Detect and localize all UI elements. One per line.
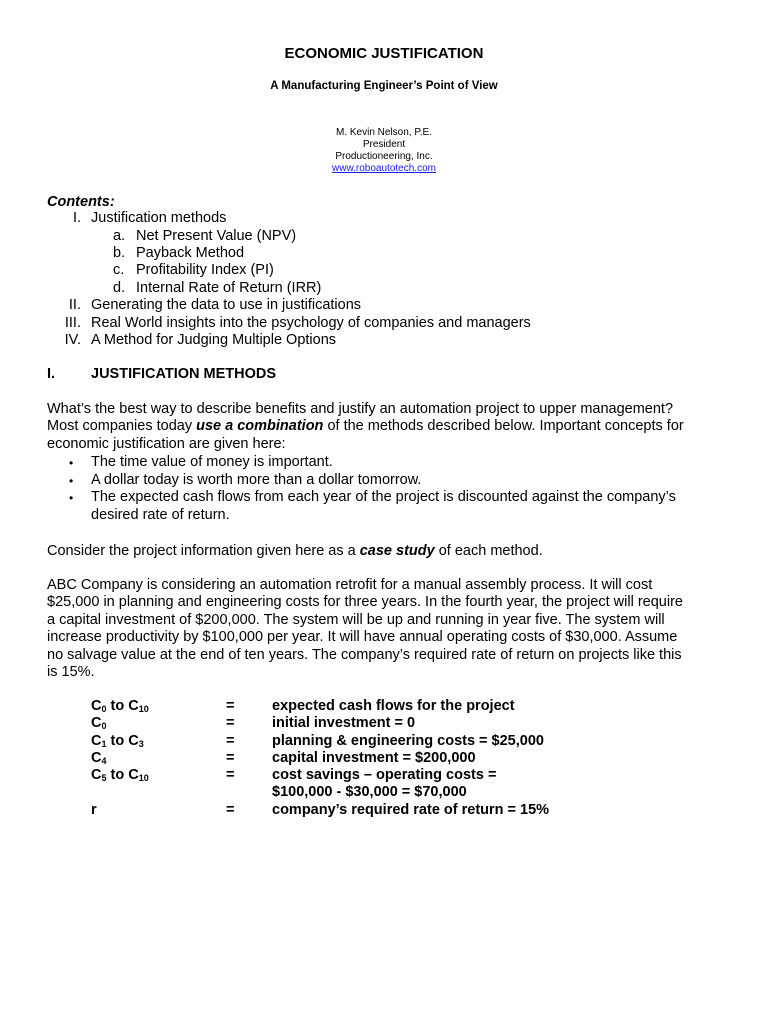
def-term: $C_1$ to $C_3$ bbox=[91, 733, 144, 749]
contents-item: A Method for Judging Multiple Options bbox=[91, 332, 337, 348]
def-description: cost savings – operating costs = bbox=[272, 767, 497, 783]
def-term: $C_0$ bbox=[91, 715, 107, 731]
contents-num: III. bbox=[64, 315, 81, 331]
section-number: I. bbox=[47, 366, 56, 382]
def-equals: = bbox=[226, 698, 235, 714]
document-title: ECONOMIC JUSTIFICATION bbox=[284, 45, 484, 62]
def-description: company’s required rate of return = 15% bbox=[272, 802, 550, 818]
author-company: Productioneering, Inc. bbox=[335, 151, 433, 162]
contents-subitem: Net Present Value (NPV) bbox=[136, 228, 297, 244]
def-term: $C_5$ to $C_{10}$ bbox=[91, 767, 149, 783]
contents-num: IV. bbox=[64, 332, 81, 348]
contents-subnum: b. bbox=[113, 245, 126, 261]
def-description-continuation: $100,000 - $30,000 = $70,000 bbox=[272, 784, 467, 800]
bullet-icon: • bbox=[69, 474, 74, 488]
contents-item: Justification methods bbox=[91, 210, 227, 226]
contents-subnum: c. bbox=[113, 262, 125, 278]
def-description: expected cash flows for the project bbox=[272, 698, 515, 714]
contents-item: Generating the data to use in justifications bbox=[91, 297, 362, 313]
bullet-icon: • bbox=[69, 491, 74, 505]
author-role: President bbox=[362, 139, 406, 150]
contents-subnum: a. bbox=[113, 228, 126, 244]
bullet-item: The time value of money is important. bbox=[91, 454, 333, 470]
contents-heading: Contents: bbox=[47, 194, 115, 210]
section-title: JUSTIFICATION METHODS bbox=[91, 366, 277, 382]
contents-subnum: d. bbox=[113, 280, 126, 296]
def-description: capital investment = $200,000 bbox=[272, 750, 476, 766]
bullet-item: A dollar today is worth more than a dollar tomorrow. bbox=[91, 472, 422, 488]
contents-num: I. bbox=[72, 210, 81, 226]
contents-subitem: Internal Rate of Return (IRR) bbox=[136, 280, 322, 296]
website-link[interactable]: www.roboautotech.com bbox=[332, 163, 436, 174]
def-term: $C_4$ bbox=[91, 750, 107, 766]
intro-paragraph: What’s the best way to describe benefits and justify an automation project to upper management? Most companies today use a combination of the methods described below. Important concepts for economic justification are given here: bbox=[47, 401, 684, 452]
def-equals: = bbox=[226, 750, 235, 766]
def-equals: = bbox=[226, 715, 235, 731]
author-name: M. Kevin Nelson, P.E. bbox=[336, 127, 432, 138]
contents-num: II. bbox=[68, 297, 81, 313]
case-study-paragraph: Consider the project information given here as a case study of each method. bbox=[47, 543, 543, 559]
def-term: $C_0$ to $C_{10}$ bbox=[91, 698, 149, 714]
bullet-icon: • bbox=[69, 456, 74, 470]
def-term: r bbox=[91, 802, 97, 818]
def-equals: = bbox=[226, 767, 235, 783]
contents-item: Real World insights into the psychology of companies and managers bbox=[91, 315, 531, 331]
bullet-item: The expected cash flows from each year of the project is discounted against the company’s bbox=[91, 489, 676, 505]
def-equals: = bbox=[226, 802, 235, 818]
contents-subitem: Payback Method bbox=[136, 245, 245, 261]
def-description: planning & engineering costs = $25,000 bbox=[272, 733, 544, 749]
def-description: initial investment = 0 bbox=[272, 715, 416, 731]
document-subtitle: A Manufacturing Engineer’s Point of View bbox=[270, 80, 498, 92]
abc-company-paragraph: ABC Company is considering an automation retrofit for a manual assembly process. It will cost $25,000 in planning and engineering costs for three years. In the fourth year, the project will require a capital investment of $200,000. The system will be up and running in year five. The system will increase productivity by $100,000 per year. It will have annual operating costs of $30,000. Assume no salvage value at the end of ten years. The company’s required rate of return on projects like this is 15%. bbox=[47, 577, 683, 681]
def-equals: = bbox=[226, 733, 235, 749]
contents-subitem: Profitability Index (PI) bbox=[136, 262, 274, 278]
bullet-item-continuation: desired rate of return. bbox=[91, 507, 230, 523]
